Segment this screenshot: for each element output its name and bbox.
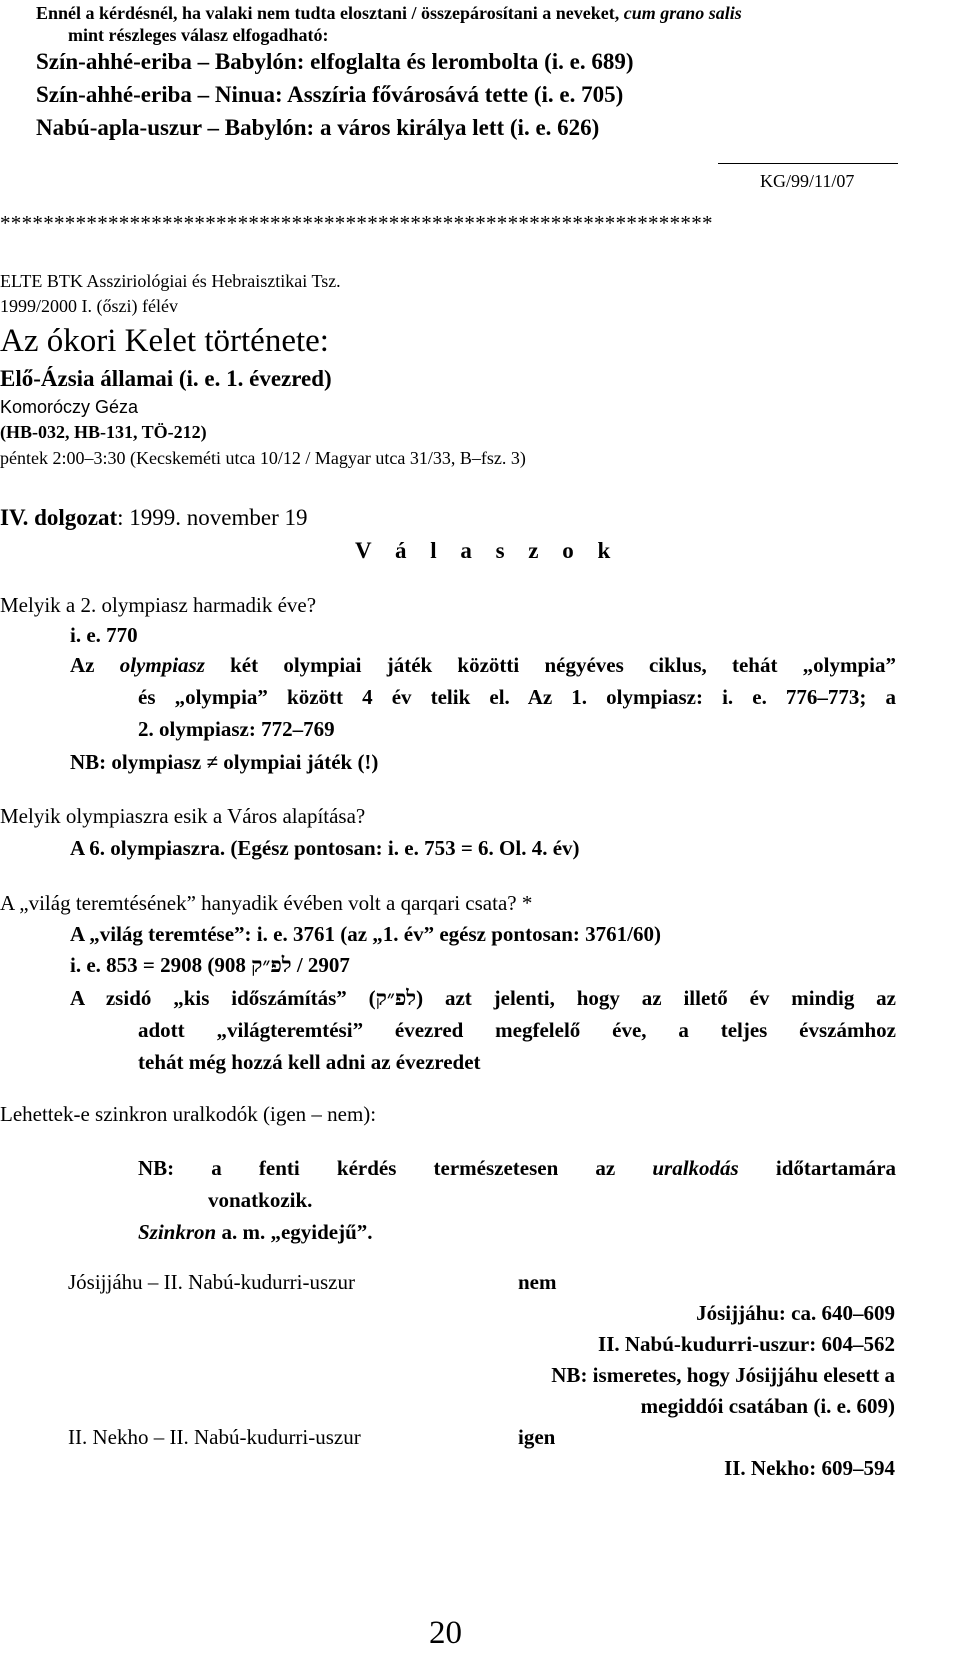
nb-term: uralkodás bbox=[652, 1156, 739, 1180]
answer-3-expl-line-2: adott „világteremtési” évezred megfelelő éve, a teljes évszámhoz bbox=[138, 1018, 896, 1042]
answer-2: A 6. olympiaszra. (Egész pontosan: i. e. 753 = 6. Ol. 4. év) bbox=[70, 836, 580, 860]
answer-1: i. e. 770 bbox=[70, 623, 138, 647]
semester: 1999/2000 I. (őszi) félév bbox=[0, 296, 178, 316]
answer-3-expl-line-1 bbox=[70, 988, 896, 1009]
course-subtitle: Elő-Ázsia államai (i. e. 1. évezred) bbox=[0, 366, 332, 391]
teacher: Komoróczy Géza bbox=[0, 397, 139, 417]
course-codes: (HB-032, HB-131, TÖ-212) bbox=[0, 422, 207, 442]
header-item-3: Nabú-apla-uszur – Babylón: a város királya lett (i. e. 626) bbox=[36, 115, 600, 140]
separator-stars: ****************************************************************** bbox=[0, 211, 713, 235]
note-text: Ennél a kérdésnél, ha valaki nem tudta elosztani / összepárosítani a neveket, bbox=[36, 3, 620, 23]
question-3: A „világ teremtésének” hanyadik évében volt a qarqari csata? * bbox=[0, 891, 533, 915]
header-item-2: Szín-ahhé-eriba – Ninua: Asszíria fővárosává tette (i. e. 705) bbox=[36, 82, 624, 107]
pair-1-detail-1: Jósijjáhu: ca. 640–609 bbox=[696, 1301, 895, 1325]
expl-post: két olympiai játék közötti négyéves ciklus, tehát „olympia” bbox=[230, 653, 897, 677]
page-number: 20 bbox=[429, 1615, 462, 1651]
expl-pre: Az bbox=[70, 653, 95, 677]
pair-1-answer: nem bbox=[518, 1270, 557, 1294]
note-line-2: mint részleges válasz elfogadható: bbox=[68, 25, 329, 45]
answer-1-expl-line-3: 2. olympiasz: 772–769 bbox=[138, 717, 335, 741]
hebrew-abbrev: לפ״ק bbox=[251, 953, 292, 977]
question-2: Melyik olympiaszra esik a Város alapítása? bbox=[0, 804, 366, 828]
question-1: Melyik a 2. olympiasz harmadik éve? bbox=[0, 593, 317, 617]
answer-4-definition bbox=[138, 1222, 373, 1243]
answer-3-pre: i. e. 853 = 2908 (908 bbox=[70, 953, 246, 977]
question-4: Lehettek-e szinkron uralkodók (igen – nem): bbox=[0, 1102, 377, 1126]
nb-pre: NB: a fenti kérdés természetesen az bbox=[138, 1156, 616, 1180]
header-item-1: Szín-ahhé-eriba – Babylón: elfoglalta és lerombolta (i. e. 689) bbox=[36, 49, 634, 74]
answer-1-expl-line-1 bbox=[70, 655, 896, 676]
nb-post: időtartamára bbox=[775, 1156, 897, 1180]
department: ELTE BTK Assziriológiai és Hebraisztikai Tsz. bbox=[0, 271, 341, 291]
answer-1-nb: NB: olympiasz ≠ olympiai játék (!) bbox=[70, 750, 379, 774]
answer-3-line-1: A „világ teremtése”: i. e. 3761 (az „1. év” egész pontosan: 3761/60) bbox=[70, 922, 661, 946]
document-code: KG/99/11/07 bbox=[760, 171, 855, 191]
answer-4-nb-line-1 bbox=[138, 1158, 896, 1179]
answer-1-expl-line-2: és „olympia” között 4 év telik el. Az 1. olympiasz: i. e. 776–773; a bbox=[138, 685, 896, 709]
expl-pre: A zsidó „kis időszámítás” ( bbox=[70, 986, 376, 1010]
test-label: IV. dolgozat bbox=[0, 505, 118, 530]
answers-heading: V á l a s z o k bbox=[355, 538, 620, 563]
pair-1: Jósijjáhu – II. Nabú-kudurri-uszur bbox=[68, 1270, 355, 1294]
test-heading bbox=[0, 506, 308, 529]
definition-term: Szinkron bbox=[138, 1220, 217, 1244]
expl-post: ) azt jelenti, hogy az illető év mindig az bbox=[416, 986, 896, 1010]
answer-3-expl-line-3: tehát még hozzá kell adni az évezredet bbox=[138, 1050, 481, 1074]
answer-3-post: / 2907 bbox=[296, 953, 350, 977]
note-line-1 bbox=[36, 4, 742, 22]
pair-2: II. Nekho – II. Nabú-kudurri-uszur bbox=[68, 1425, 361, 1449]
schedule: péntek 2:00–3:30 (Kecskeméti utca 10/12 / Magyar utca 31/33, B–fsz. 3) bbox=[0, 448, 526, 468]
answer-4-nb-line-2: vonatkozik. bbox=[208, 1188, 313, 1212]
pair-1-detail-2: II. Nabú-kudurri-uszur: 604–562 bbox=[598, 1332, 895, 1356]
test-date: : 1999. november 19 bbox=[117, 505, 308, 530]
pair-1-detail-3: NB: ismeretes, hogy Jósijjáhu elesett a bbox=[551, 1363, 895, 1387]
answer-3-line-2 bbox=[70, 955, 350, 976]
course-title: Az ókori Kelet története: bbox=[0, 323, 329, 359]
pair-2-detail-1: II. Nekho: 609–594 bbox=[724, 1456, 895, 1480]
pair-2-answer: igen bbox=[518, 1425, 556, 1449]
hebrew-abbrev: לפ״ק bbox=[375, 986, 417, 1010]
definition-text: a. m. „egyidejű”. bbox=[221, 1220, 373, 1244]
expl-term: olympiasz bbox=[119, 653, 205, 677]
signature-rule bbox=[718, 163, 898, 164]
pair-1-detail-4: megiddói csatában (i. e. 609) bbox=[640, 1394, 895, 1418]
note-italic: cum grano salis bbox=[623, 3, 742, 23]
